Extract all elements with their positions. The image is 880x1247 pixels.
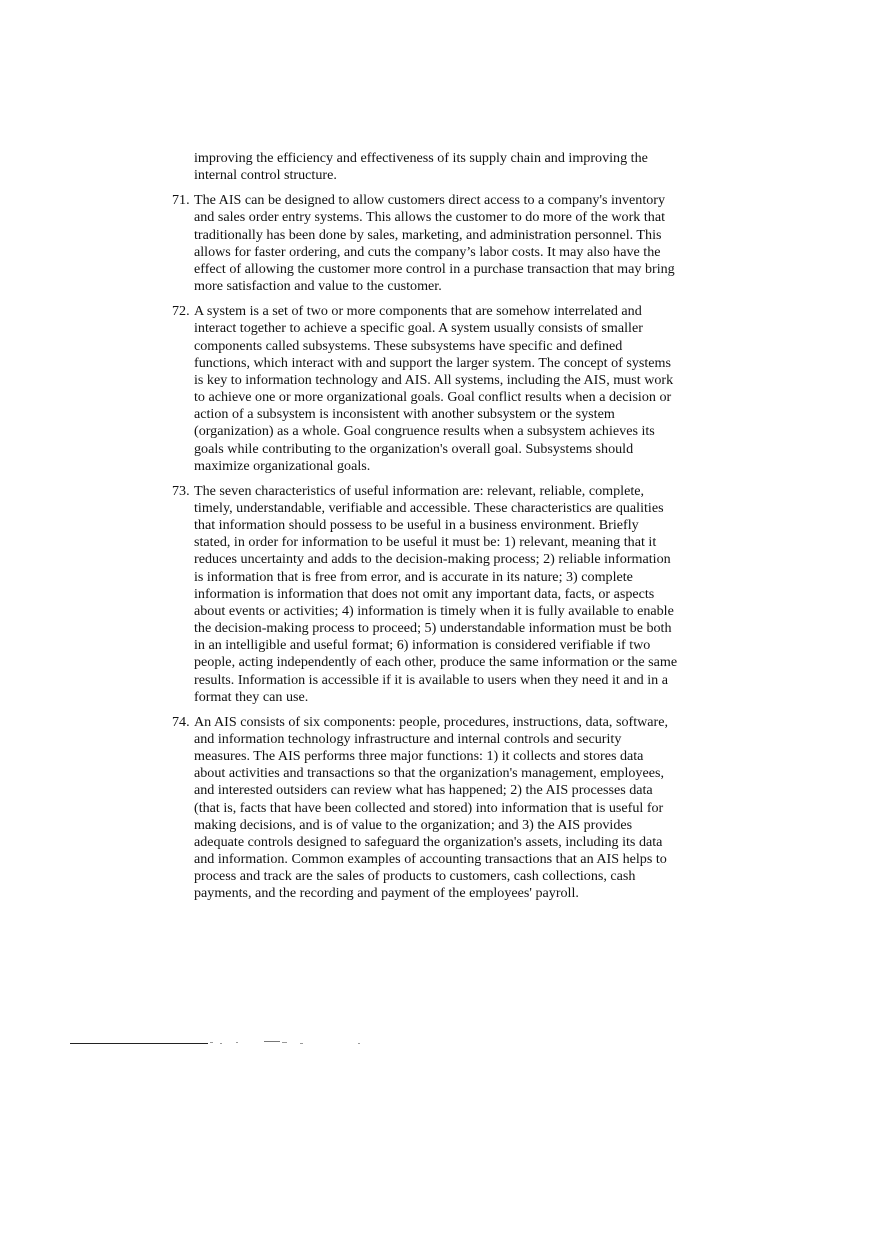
text-line: action of a subsystem is inconsistent with another subsystem or the system: [194, 406, 615, 423]
text-line: functions, which interact with and support the larger system. The concept of systems: [194, 354, 671, 371]
text-line: making decisions, and is of value to the organization; and 3) the AIS provides: [194, 816, 633, 833]
text-line: An AIS consists of six components: people, procedures, instructions, data, software,: [194, 713, 669, 730]
text-line: people, acting independently of each other, produce the same information or the same: [194, 654, 678, 671]
answer-item-73: [172, 483, 712, 706]
text-line: results. Information is accessible if it is available to users when they need it and in a: [194, 671, 668, 688]
text-line: improving the efficiency and effectiveness of its supply chain and improving the: [194, 150, 648, 166]
text-line: payments, and the recording and payment of the employees' payroll.: [194, 885, 579, 902]
text-line: and information technology infrastructure and internal controls and security: [194, 731, 622, 747]
text-line: the decision-making process to proceed; 5) understandable information must be both: [194, 620, 672, 637]
text-line: and sales order entry systems. This allows the customer to do more of the work that: [194, 209, 665, 226]
answer-item-71: [172, 192, 712, 295]
item-number: 73.: [172, 482, 190, 499]
text-line: (that is, facts that have been collected and stored) into information that is useful for: [194, 799, 664, 816]
text-line: allows for faster ordering, and cuts the company’s labor costs. It may also have the: [194, 243, 661, 260]
text-line: measures. The AIS performs three major functions: 1) it collects and stores data: [194, 748, 644, 765]
text-line: The seven characteristics of useful information are: relevant, reliable, complete,: [194, 482, 645, 499]
text-line: about activities and transactions so that the organization's management, employees,: [194, 765, 664, 782]
item-number: 72.: [172, 303, 190, 320]
text-line: (organization) as a whole. Goal congruence results when a subsystem achieves its: [194, 423, 655, 440]
text-line: reduces uncertainty and adds to the decision-making process; 2) reliable information: [194, 551, 671, 568]
answer-item-72: [172, 303, 712, 475]
text-line: about events or activities; 4) information is timely when it is fully available to enable: [194, 602, 674, 619]
text-line: and interested outsiders can review what has happened; 2) the AIS processes data: [194, 782, 653, 799]
text-line: and information. Common examples of accounting transactions that an AIS helps to: [194, 851, 667, 868]
text-line: A system is a set of two or more components that are somehow interrelated and: [194, 303, 642, 320]
text-line: traditionally has been done by sales, marketing, and administration personnel. This: [194, 226, 662, 243]
text-line: stated, in order for information to be useful it must be: 1) relevant, meaning that it: [194, 534, 657, 551]
text-line: information is information that does not omit any important data, facts, or aspects: [194, 585, 655, 602]
text-line: that information should possess to be useful in a business environment. Briefly: [194, 517, 639, 534]
text-line: internal control structure.: [194, 167, 337, 184]
item-number: 71.: [172, 192, 190, 209]
text-line: maximize organizational goals.: [194, 457, 371, 474]
text-line: effect of allowing the customer more control in a purchase transaction that may bring: [194, 260, 675, 277]
text-line: timely, understandable, verifiable and accessible. These characteristics are qualities: [194, 499, 664, 516]
text-line: more satisfaction and value to the customer.: [194, 278, 442, 295]
item-number: 74.: [172, 713, 190, 730]
text-line: format they can use.: [194, 688, 309, 705]
text-line: components called subsystems. These subsystems have specific and defined: [194, 337, 623, 354]
text-line: is key to information technology and AIS. All systems, including the AIS, must work: [194, 371, 674, 388]
answer-text-body: [172, 150, 712, 911]
answer-item-74: [172, 714, 712, 903]
footnote-separator-line: [70, 1043, 208, 1044]
text-line: The AIS can be designed to allow customers direct access to a company's inventory: [194, 192, 666, 209]
text-line: to achieve one or more organizational goals. Goal conflict results when a decision or: [194, 389, 672, 406]
text-line: is information that is free from error, and is accurate in its nature; 3) complete: [194, 568, 633, 585]
continuation-paragraph: [172, 150, 712, 184]
footnote-artifact: [208, 1041, 368, 1045]
text-line: adequate controls designed to safeguard the organization's assets, including its data: [194, 833, 663, 850]
text-line: process and track are the sales of products to customers, cash collections, cash: [194, 868, 636, 885]
text-line: goals while contributing to the organization's overall goal. Subsystems should: [194, 440, 634, 457]
text-line: interact together to achieve a specific goal. A system usually consists of smaller: [194, 320, 643, 337]
text-line: in an intelligible and useful format; 6) information is considered verifiable if two: [194, 637, 651, 654]
